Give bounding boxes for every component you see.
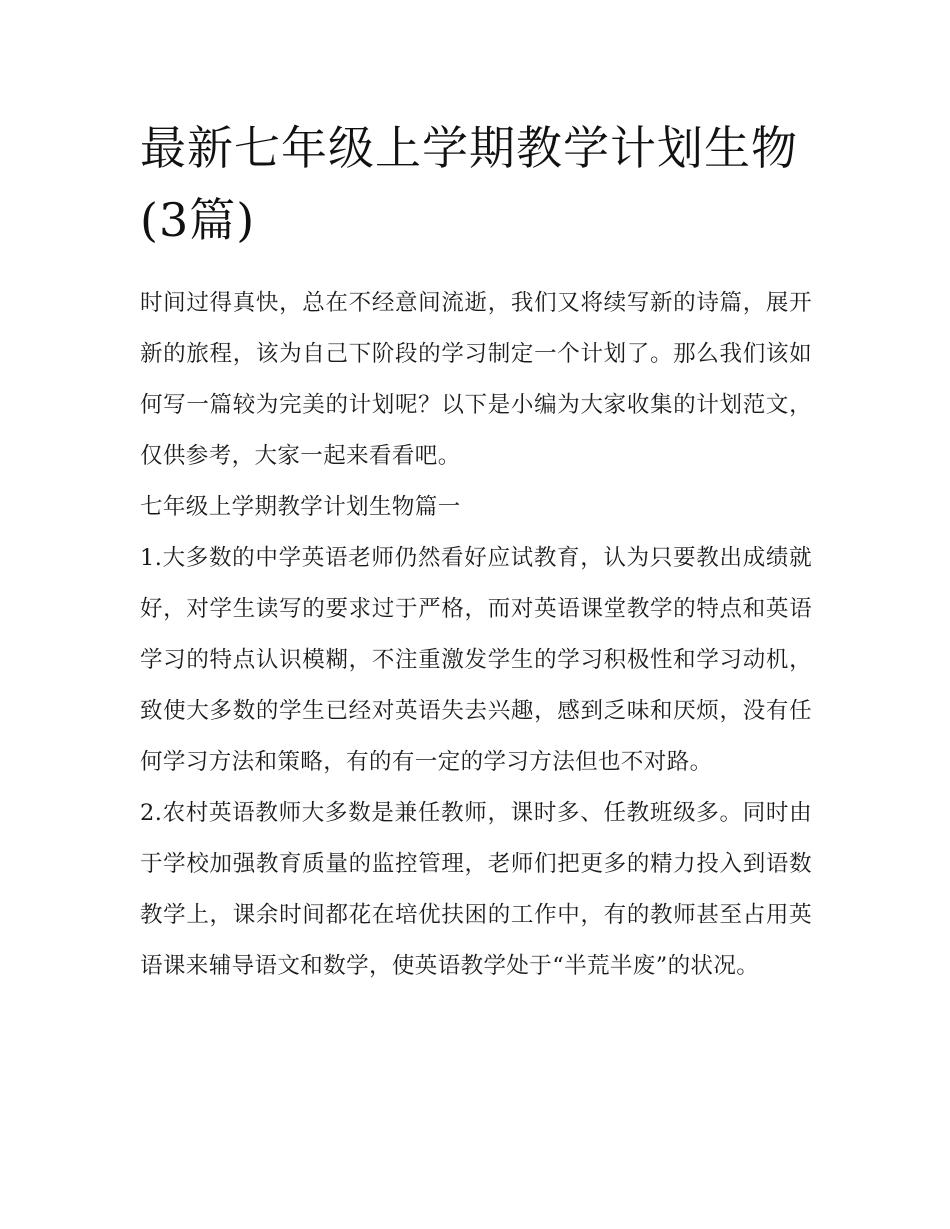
body-paragraph-1: 1.大多数的中学英语老师仍然看好应试教育，认为只要教出成绩就好，对学生读写的要求过于严格，而对英语课堂教学的特点和英语学习的特点认识模糊，不注重激发学生的学习积极性和学习动机，致使大多数的学生已经对英语失去兴趣，感到乏味和厌烦，没有任何学习方法和策略，有的有一定的学习方法但也不对路。	[140, 545, 812, 775]
section-heading: 七年级上学期教学计划生物篇一	[140, 494, 461, 520]
body-paragraph-2: 2.农村英语教师大多数是兼任教师，课时多、任教班级多。同时由于学校加强教育质量的监控管理，老师们把更多的精力投入到语数教学上，课余时间都花在培优扶困的工作中，有的教师甚至占用英语课来辅导语文和数学，使英语教学处于“半荒半废”的状况。	[140, 800, 812, 979]
document-body	[140, 112, 812, 992]
intro-paragraph: 时间过得真快，总在不经意间流逝，我们又将续写新的诗篇，展开新的旅程，该为自己下阶段的学习制定一个计划了。那么我们该如何写一篇较为完美的计划呢？以下是小编为大家收集的计划范文，仅供参考，大家一起来看看吧。	[140, 290, 812, 469]
document-title: 最新七年级上学期教学计划生物(3篇)	[140, 121, 798, 247]
